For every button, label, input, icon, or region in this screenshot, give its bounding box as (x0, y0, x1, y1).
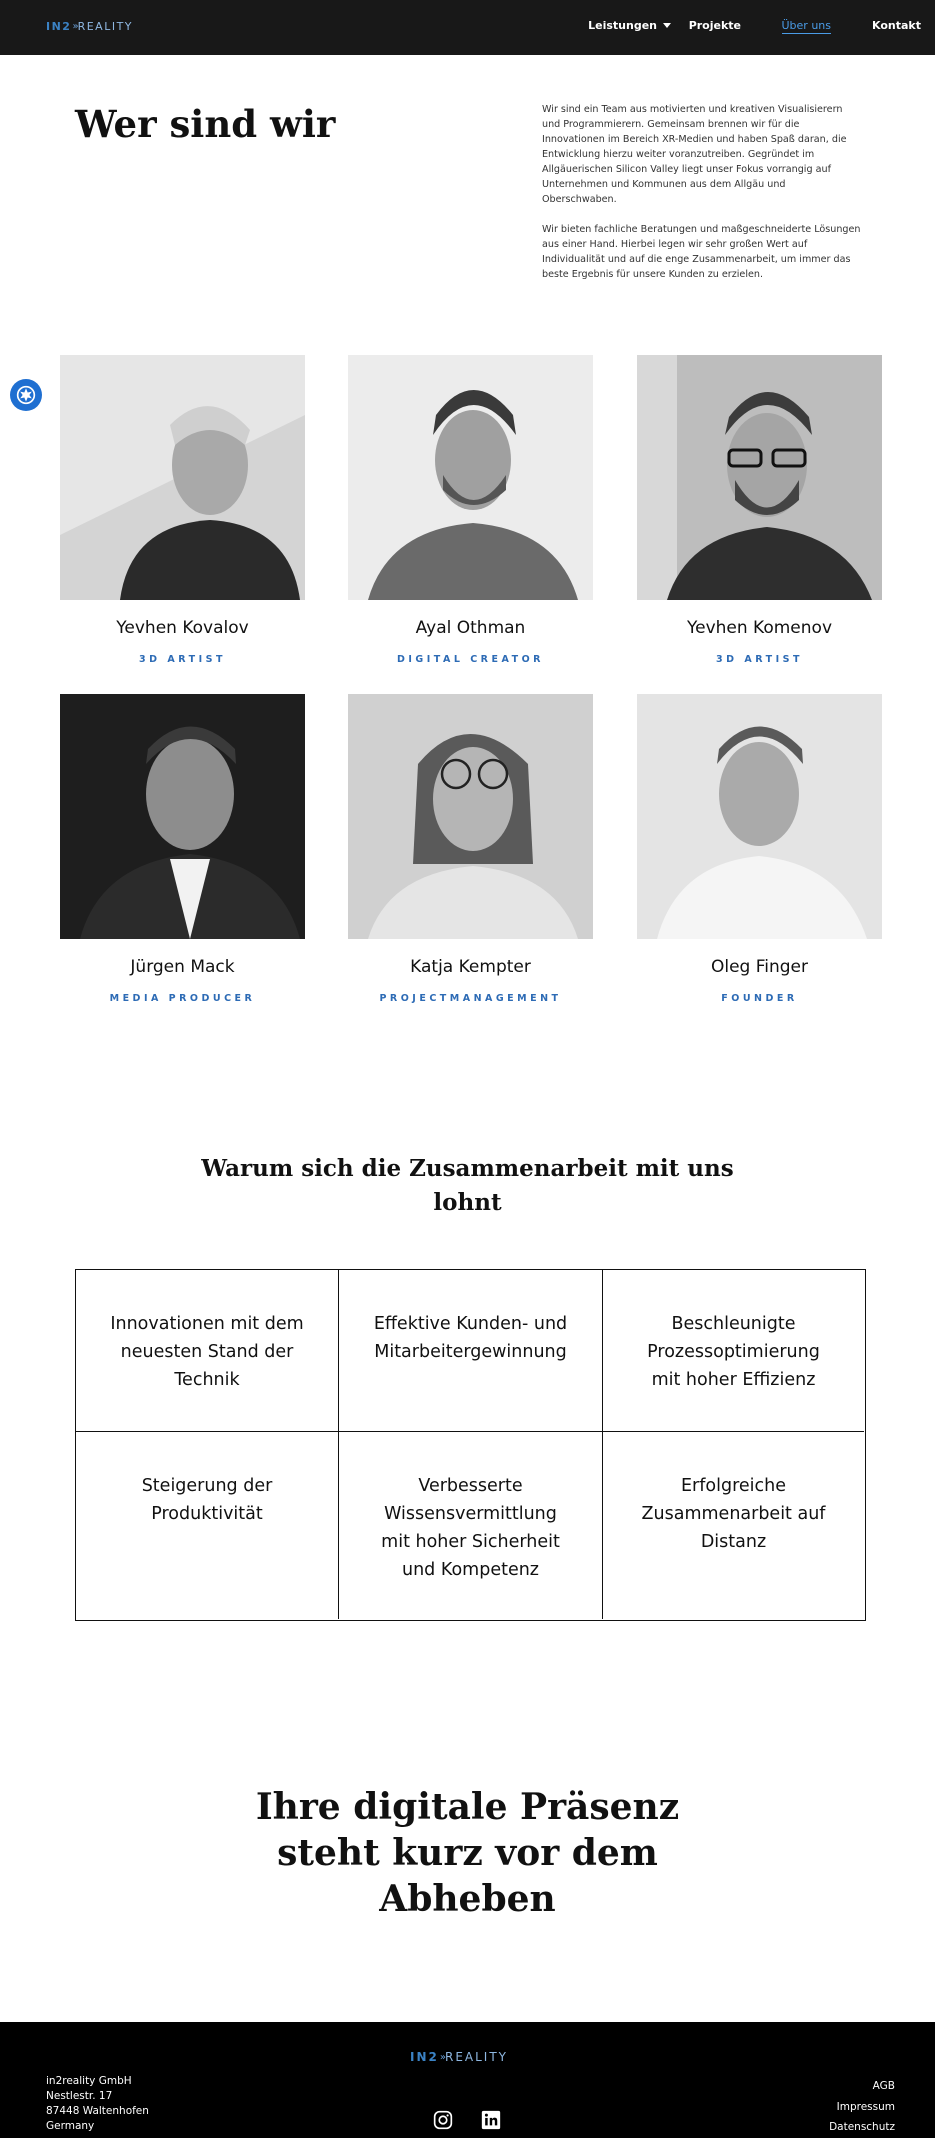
instagram-icon[interactable] (433, 2110, 453, 2130)
team-member (348, 355, 593, 665)
accessibility-button[interactable] (10, 379, 42, 411)
nav-projekte[interactable]: Projekte (688, 19, 741, 32)
member-name: Katja Kempter (410, 957, 531, 977)
member-role: FOUNDER (721, 993, 798, 1004)
footer-logo[interactable]: IN2 » REALITY (410, 2050, 508, 2064)
page-title: Wer sind wir (75, 102, 336, 146)
footer-link-agb[interactable]: AGB (872, 2080, 895, 2092)
intro-paragraph-1: Wir sind ein Team aus motivierten und kreativen Visualisierern und Programmierern. Gemeinsam brennen wir für die Innovationen im Bereich XR-Medien und haben Spaß daran, die Entwicklung hierzu weiter voranzutreiben. Gegründet im Allgäuerischen Silicon Valley liegt unser Fokus vorrangig auf Unternehmen und Kommunen aus dem Allgäu und Oberschwaben. (542, 104, 847, 205)
social-links (433, 2110, 501, 2130)
benefit-cell: Innovationen mit dem neuesten Stand der Technik (76, 1270, 339, 1432)
team-member (637, 694, 882, 1004)
member-name: Jürgen Mack (130, 957, 235, 977)
site-header (0, 0, 935, 55)
why-title: Warum sich die Zusammenarbeit mit uns lohnt (201, 1155, 734, 1216)
nav-kontakt[interactable]: Kontakt (872, 19, 921, 32)
team-member (637, 355, 882, 665)
member-photo (60, 694, 305, 939)
member-photo (637, 355, 882, 600)
logo-chevron-icon: » (439, 2051, 444, 2063)
benefit-cell: Steigerung der Produktivität (76, 1432, 339, 1619)
site-footer (0, 2022, 935, 2138)
member-role: DIGITAL CREATOR (397, 654, 544, 665)
member-role: 3D ARTIST (139, 654, 226, 665)
intro-paragraph-2: Wir bieten fachliche Beratungen und maßgeschneiderte Lösungen aus einer Hand. Hierbei legen wir sehr großen Wert auf Individualität und auf die enge Zusammenarbeit, um immer das beste Ergebnis für unsere Kunden zu erzielen. (542, 224, 861, 280)
footer-link-impressum[interactable]: Impressum (836, 2100, 895, 2113)
caret-down-icon (663, 23, 671, 28)
member-photo (348, 694, 593, 939)
nav-ueber-uns[interactable]: Über uns (781, 19, 831, 32)
member-photo (348, 355, 593, 600)
team-member (348, 694, 593, 1004)
team-member (60, 355, 305, 665)
team-member (60, 694, 305, 1004)
member-photo (637, 694, 882, 939)
benefit-cell: Verbesserte Wissensvermittlung mit hoher Sicherheit und Kompetenz (339, 1432, 603, 1619)
footer-link-datenschutz[interactable]: Datenschutz (829, 2121, 895, 2133)
benefit-cell: Effektive Kunden- und Mitarbeitergewinnung (339, 1270, 603, 1432)
benefit-cell: Beschleunigte Prozessoptimierung mit hoher Effizienz (603, 1270, 864, 1432)
member-role: 3D ARTIST (716, 654, 803, 665)
member-name: Yevhen Kovalov (116, 618, 249, 638)
member-name: Ayal Othman (415, 618, 526, 638)
member-role: PROJECTMANAGEMENT (379, 993, 562, 1004)
benefit-cell: Erfolgreiche Zusammenarbeit auf Distanz (641, 1476, 826, 1552)
accessibility-icon (16, 385, 36, 405)
cta-title: Ihre digitale Präsenz steht kurz vor dem Abheben (255, 1786, 680, 1920)
site-logo[interactable]: IN2 » REALITY (46, 20, 134, 33)
member-photo (60, 355, 305, 600)
member-name: Yevhen Komenov (686, 618, 832, 638)
logo-chevron-icon: » (72, 21, 77, 32)
linkedin-icon[interactable] (481, 2110, 501, 2130)
footer-links (829, 2076, 895, 2138)
benefits-grid (75, 1269, 866, 1621)
nav-leistungen[interactable]: Leistungen (588, 19, 671, 32)
intro-text (542, 102, 862, 297)
member-name: Oleg Finger (710, 957, 809, 977)
footer-address: in2reality GmbH Nestlestr. 17 87448 Waltenhofen Germany (46, 2075, 149, 2132)
member-role: MEDIA PRODUCER (109, 993, 256, 1004)
